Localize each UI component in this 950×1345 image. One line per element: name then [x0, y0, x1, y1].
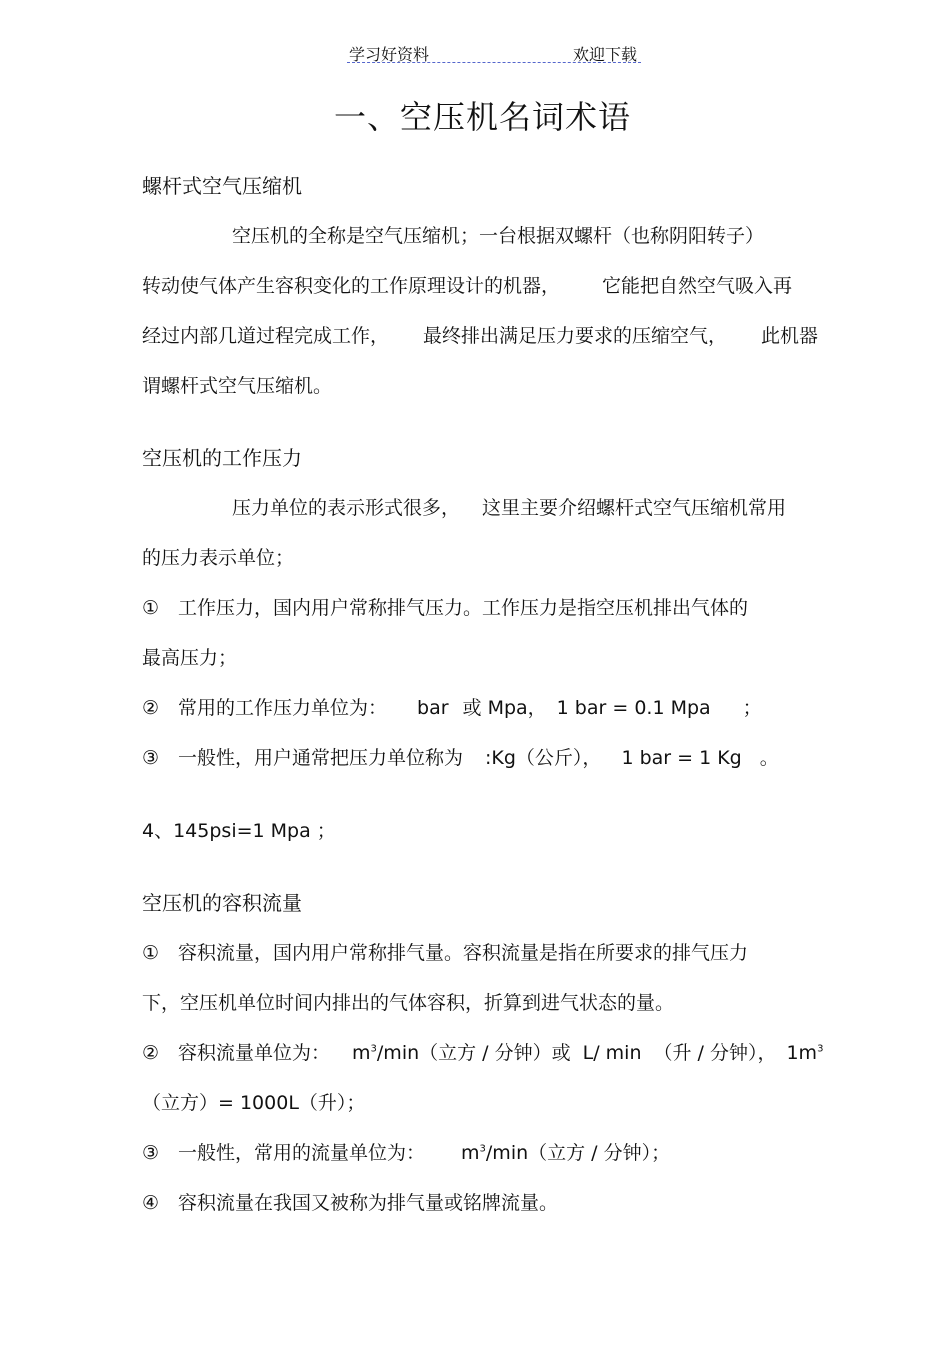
list-item-continuation: 下，空压机单位时间内排出的气体容积，折算到进气状态的量。: [142, 992, 675, 1014]
list-text: 容积流量，国内用户常称排气量。容积流量是指在所要求的排气压力: [178, 942, 749, 964]
paragraph-text: 经过内部几道过程完成工作，: [142, 325, 390, 347]
list-number: ②: [142, 697, 160, 719]
header-right-text: 欢迎下载: [572, 45, 637, 64]
list-item: [142, 1040, 823, 1066]
paragraph-text: 最终排出满足压力要求的压缩空气，: [423, 325, 728, 347]
paragraph-line: 谓螺杆式空气压缩机。: [142, 375, 333, 397]
unit-text: ；: [742, 697, 762, 719]
unit-text: 1 bar = 0.1 Mpa: [556, 697, 711, 719]
paragraph-text: 压力单位的表示形式很多，: [232, 497, 461, 519]
list-text: 一般性，常用的流量单位为：: [178, 1142, 426, 1164]
list-text: 工作压力，国内用户常称排气压力。工作压力是指空压机排出气体的: [178, 597, 749, 619]
list-number: ③: [142, 747, 160, 769]
list-item: [142, 940, 748, 966]
paragraph-line: [232, 495, 786, 521]
section-heading-working-pressure: 空压机的工作压力: [142, 446, 302, 470]
paragraph-text: 它能把自然空气吸入再: [602, 275, 793, 297]
list-item: [142, 1140, 670, 1166]
list-item-continuation: （立方）= 1000L（升）；: [142, 1092, 366, 1114]
list-text: 常用的工作压力单位为：: [178, 697, 388, 719]
page-header: [347, 40, 641, 63]
list-text: 容积流量在我国又被称为排气量或铭牌流量。: [178, 1192, 559, 1214]
list-item-continuation: 最高压力；: [142, 647, 238, 669]
list-number: ③: [142, 1142, 160, 1164]
unit-text: （升 / 分钟），: [653, 1042, 777, 1064]
list-item: [142, 695, 762, 721]
list-text: 一般性，用户通常把压力单位称为: [178, 747, 464, 769]
header-left-text: 学习好资料: [349, 45, 430, 64]
list-number: ①: [142, 597, 160, 619]
unit-text: :Kg（公斤），: [485, 747, 602, 769]
unit-text: L/ min: [582, 1042, 642, 1064]
paragraph-line: 空压机的全称是空气压缩机；一台根据双螺杆（也称阴阳转子）: [232, 225, 765, 247]
list-number: ②: [142, 1042, 160, 1064]
unit-text: 1 bar = 1 Kg: [621, 747, 742, 769]
paragraph-line: [142, 273, 792, 299]
unit-text: m: [352, 1042, 371, 1064]
unit-text: /min（立方 / 分钟）或: [376, 1042, 571, 1064]
unit-text: 。: [759, 747, 779, 769]
superscript: 3: [479, 1143, 486, 1155]
list-number: ④: [142, 1192, 160, 1214]
paragraph-text: 转动使气体产生容积变化的工作原理设计的机器，: [142, 275, 561, 297]
superscript: 3: [370, 1043, 377, 1055]
list-item: 4、145psi=1 Mpa ；: [142, 820, 336, 842]
paragraph-text: 这里主要介绍螺杆式空气压缩机常用: [482, 497, 787, 519]
superscript: 3: [817, 1043, 824, 1055]
list-number: ①: [142, 942, 160, 964]
unit-text: 或 Mpa，: [462, 697, 547, 719]
list-text: 容积流量单位为：: [178, 1042, 331, 1064]
paragraph-text: 此机器: [761, 325, 819, 347]
section-heading-screw-compressor: 螺杆式空气压缩机: [142, 174, 302, 198]
list-item: [142, 745, 779, 771]
section-heading-volume-flow: 空压机的容积流量: [142, 891, 302, 915]
unit-text: bar: [417, 697, 449, 719]
list-item: [142, 595, 748, 621]
page-title: 一、空压机名词术语: [333, 98, 631, 136]
unit-text: /min（立方 / 分钟）；: [485, 1142, 671, 1164]
paragraph-line: 的压力表示单位；: [142, 547, 295, 569]
unit-text: m: [461, 1142, 480, 1164]
paragraph-line: [142, 323, 818, 349]
list-item: [142, 1190, 558, 1216]
unit-text: 1m: [786, 1042, 818, 1064]
